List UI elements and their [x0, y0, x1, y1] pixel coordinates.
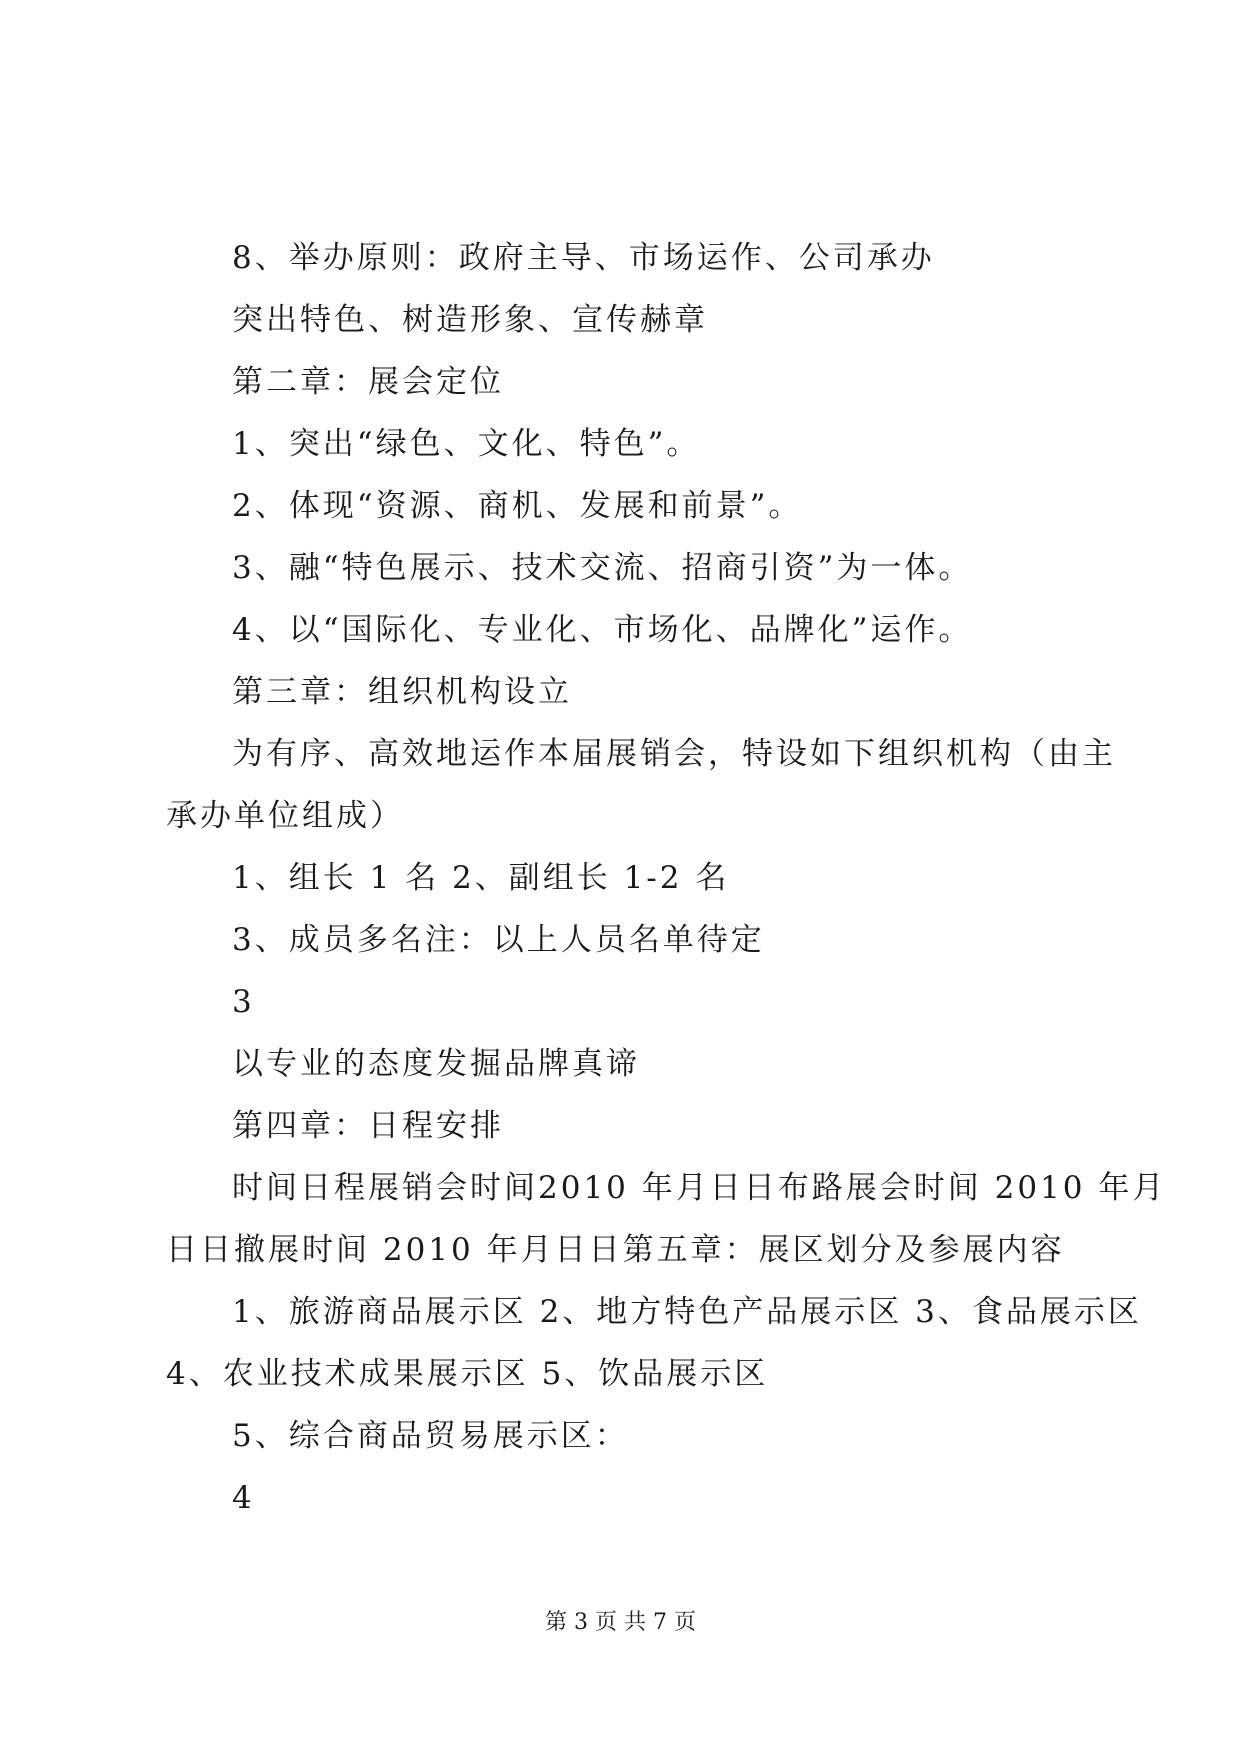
principle-line: 8、举办原则：政府主导、市场运作、公司承办	[232, 240, 935, 276]
page-number-inline: 4	[232, 1480, 255, 1516]
page-footer: 第 3 页 共 7 页	[545, 1610, 696, 1635]
list-item: 3、融“特色展示、技术交流、招商引资”为一体。	[232, 550, 973, 586]
paragraph-line: 时间日程展销会时间2010 年月日日布路展会时间 2010 年月	[232, 1170, 1167, 1206]
paragraph-line: 为有序、高效地运作本届展销会，特设如下组织机构（由主	[232, 736, 1116, 772]
list-item: 4、以“国际化、专业化、市场化、品牌化”运作。	[232, 612, 973, 648]
list-item: 1、组长 1 名 2、副组长 1-2 名	[232, 860, 730, 896]
paragraph-line: 日日撤展时间 2010 年月日日第五章：展区划分及参展内容	[166, 1232, 1065, 1268]
page-number-inline: 3	[232, 984, 255, 1020]
slogan-line: 突出特色、树造形象、宣传赫章	[232, 302, 708, 338]
list-item: 1、突出“绿色、文化、特色”。	[232, 426, 701, 462]
list-item: 1、旅游商品展示区 2、地方特色产品展示区 3、食品展示区	[232, 1294, 1142, 1330]
chapter-heading: 第三章：组织机构设立	[232, 674, 572, 710]
list-item: 4、农业技术成果展示区 5、饮品展示区	[166, 1356, 769, 1392]
list-item: 3、成员多名注：以上人员名单待定	[232, 922, 765, 958]
chapter-heading: 第四章：日程安排	[232, 1108, 504, 1144]
chapter-heading: 第二章：展会定位	[232, 364, 504, 400]
paragraph-line: 承办单位组成）	[166, 798, 404, 834]
list-item: 2、体现“资源、商机、发展和前景”。	[232, 488, 803, 524]
tagline: 以专业的态度发掘品牌真谛	[232, 1046, 640, 1082]
list-item: 5、综合商品贸易展示区：	[232, 1418, 629, 1454]
